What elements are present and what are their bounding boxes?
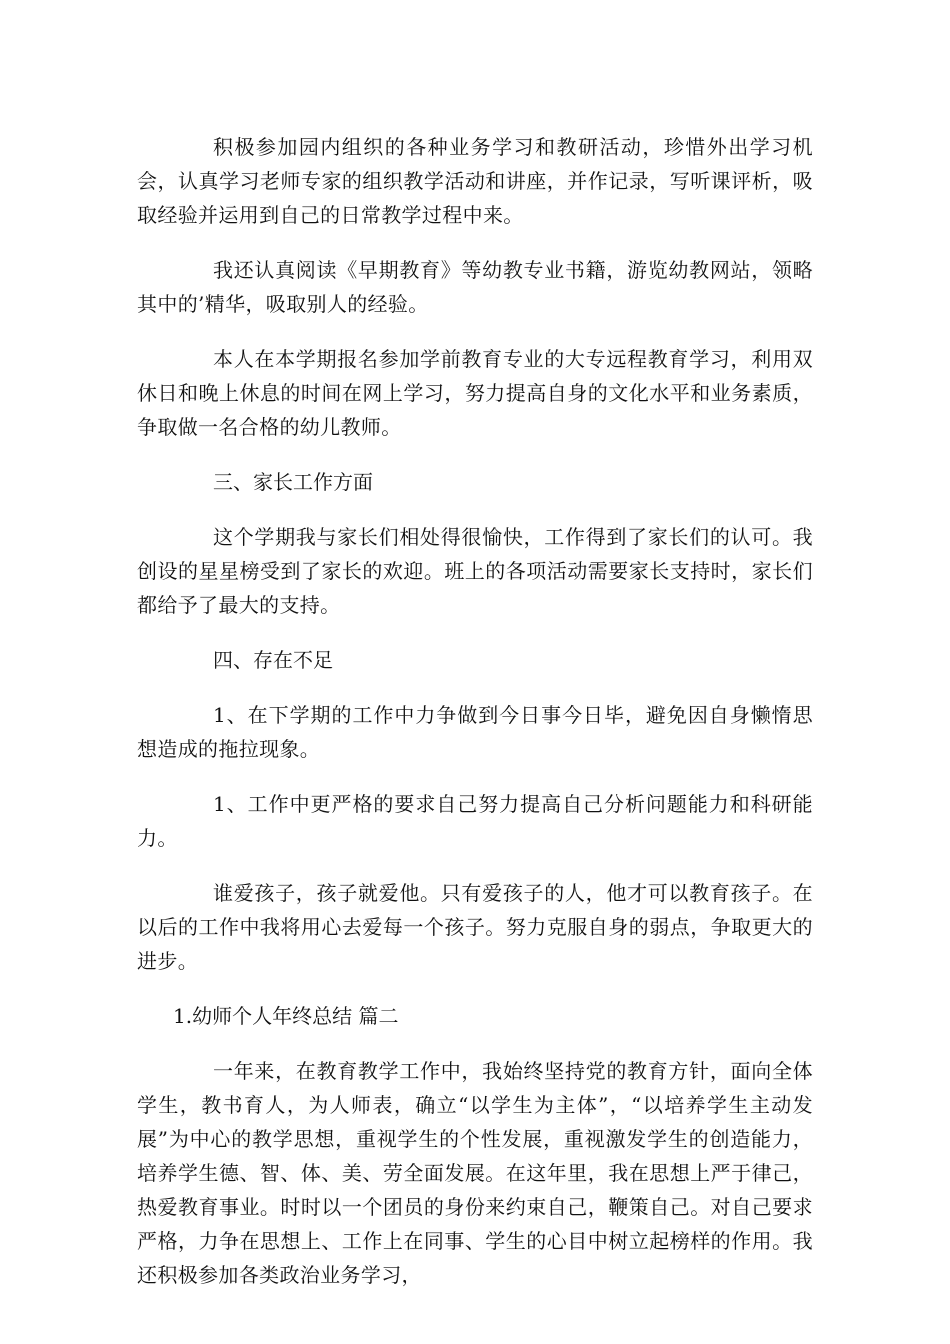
paragraph-shortcoming-2: 1、工作中更严格的要求自己努力提高自己分析问题能力和科研能力。: [137, 792, 813, 850]
article-subtitle: 1.幼师个人年终总结 篇二: [173, 1004, 399, 1028]
paragraph-reading: 我还认真阅读《早期教育》等幼教专业书籍，游览幼教网站，领略其中的’精华，吸取别人的经验。: [137, 258, 813, 316]
section-heading-parents: 三、家长工作方面: [213, 470, 373, 494]
paragraph-study-activities: 积极参加园内组织的各种业务学习和教研活动，珍惜外出学习机会，认真学习老师专家的组织教学活动和讲座，并作记录，写听课评析，吸取经验并运用到自己的日常教学过程中来。: [137, 135, 813, 227]
document-body: [137, 130, 813, 1313]
paragraph-year-summary: 一年来，在教育教学工作中，我始终坚持党的教育方针，面向全体学生，教书育人，为人师表，确立“以学生为主体”，“以培养学生主动发展”为中心的教学思想，重视学生的个性发展，重视激发学生的创造能力，培养学生德、智、体、美、劳全面发展。在这年里，我在思想上严于律己，热爱教育事业。时时以一个团员的身份来约束自己，鞭策自己。对自己要求严格，力争在思想上、工作上在同事、学生的心目中树立起榜样的作用。我还积极参加各类政治业务学习，: [137, 1059, 813, 1287]
section-heading-shortcomings: 四、存在不足: [213, 648, 333, 672]
paragraph-shortcoming-1: 1、在下学期的工作中力争做到今日事今日毕，避免因自身懒惰思想造成的拖拉现象。: [137, 703, 813, 761]
paragraph-distance-learning: 本人在本学期报名参加学前教育专业的大专远程教育学习，利用双休日和晚上休息的时间在网上学习，努力提高自身的文化水平和业务素质，争取做一名合格的幼儿教师。: [137, 347, 813, 439]
paragraph-parents-work: 这个学期我与家长们相处得很愉快，工作得到了家长们的认可。我创设的星星榜受到了家长的欢迎。班上的各项活动需要家长支持时，家长们都给予了最大的支持。: [137, 525, 813, 617]
paragraph-love-children: 谁爱孩子，孩子就爱他。只有爱孩子的人，他才可以教育孩子。在以后的工作中我将用心去爱每一个孩子。努力克服自身的弱点，争取更大的进步。: [137, 881, 813, 973]
